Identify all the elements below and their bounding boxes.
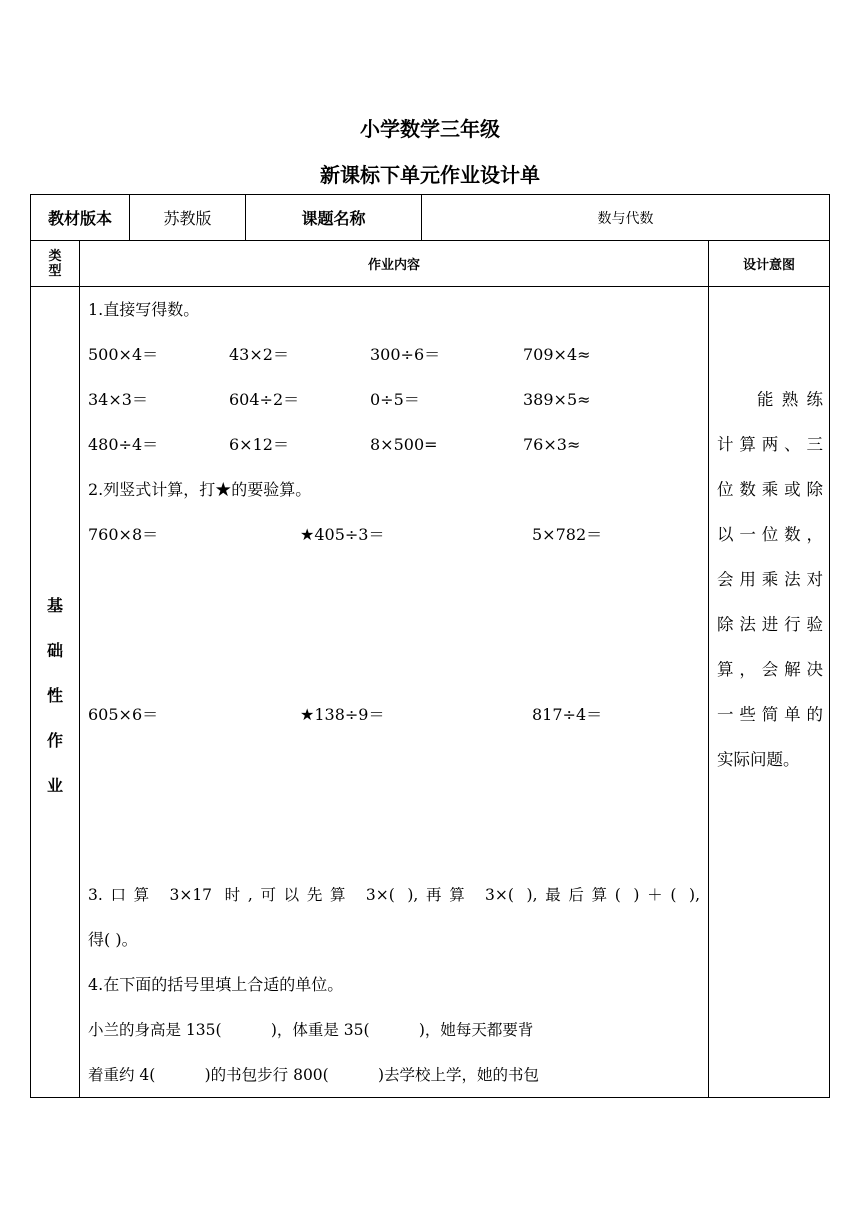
q1-item: 604÷2＝	[229, 390, 300, 409]
q1-item: 6×12＝	[229, 435, 289, 454]
q4-line: 小兰的身高是 135( )，体重是 35( )，她每天都要背	[88, 1021, 534, 1039]
q3-line: 3.口算 3×17 时,可以先算 3×( ),再算 3×( ),最后算( )＋( ),	[88, 886, 700, 904]
q1-item: 709×4≈	[523, 345, 591, 364]
q2-item: ★138÷9＝	[300, 705, 385, 724]
topic-label: 课题名称	[301, 209, 366, 228]
intent-line: 能熟练	[757, 390, 823, 409]
q1-item: 43×2＝	[229, 345, 289, 364]
q1-item: 480÷4＝	[88, 435, 159, 454]
q3-line: 得( )。	[88, 930, 138, 949]
q2-item: 605×6＝	[88, 705, 159, 724]
type-char: 基	[46, 596, 63, 615]
intent-line: 位数乘或除	[717, 480, 823, 499]
q2-item: ★405÷3＝	[300, 525, 385, 544]
q4-line: 着重约 4( )的书包步行 800( )去学校上学，她的书包	[88, 1066, 540, 1084]
edition-label: 教材版本	[47, 209, 112, 228]
type-char: 性	[46, 686, 63, 705]
page-title: 小学数学三年级	[360, 117, 500, 141]
q4-heading: 4.在下面的括号里填上合适的单位。	[88, 975, 344, 994]
q1-item: 8×500=	[370, 435, 438, 454]
topic-value: 数与代数	[597, 210, 654, 227]
type-column-header-text: 类型	[48, 248, 62, 279]
intent-line: 计算两、三	[717, 435, 823, 454]
page-subtitle: 新课标下单元作业设计单	[320, 163, 540, 187]
q2-item: 817÷4＝	[532, 705, 603, 724]
intent-line: 一些简单的	[717, 705, 823, 724]
q1-item: 34×3＝	[88, 390, 148, 409]
type-char: 础	[46, 641, 63, 660]
q1-heading: 1.直接写得数。	[88, 300, 200, 319]
q2-item: 5×782＝	[532, 525, 603, 544]
q1-item: 0÷5＝	[370, 390, 420, 409]
intent-column-header: 设计意图	[742, 258, 795, 273]
edition-value: 苏教版	[163, 209, 212, 228]
q1-item: 500×4＝	[88, 345, 159, 364]
content-column-header: 作业内容	[367, 258, 420, 273]
type-column-header	[31, 241, 79, 286]
q1-item: 300÷6＝	[370, 345, 441, 364]
type-char: 业	[46, 776, 63, 795]
q2-item: 760×8＝	[88, 525, 159, 544]
intent-line: 会用乘法对	[717, 570, 823, 589]
intent-line: 算，会解决	[717, 660, 823, 679]
q1-item: 76×3≈	[523, 435, 581, 454]
intent-line: 除法进行验	[717, 615, 823, 634]
q1-item: 389×5≈	[523, 390, 591, 409]
intent-line: 以一位数，	[717, 525, 823, 544]
type-cell	[31, 287, 79, 1097]
intent-line: 实际问题。	[717, 750, 800, 769]
type-char: 作	[46, 731, 63, 750]
q2-heading: 2.列竖式计算，打★的要验算。	[88, 480, 312, 499]
